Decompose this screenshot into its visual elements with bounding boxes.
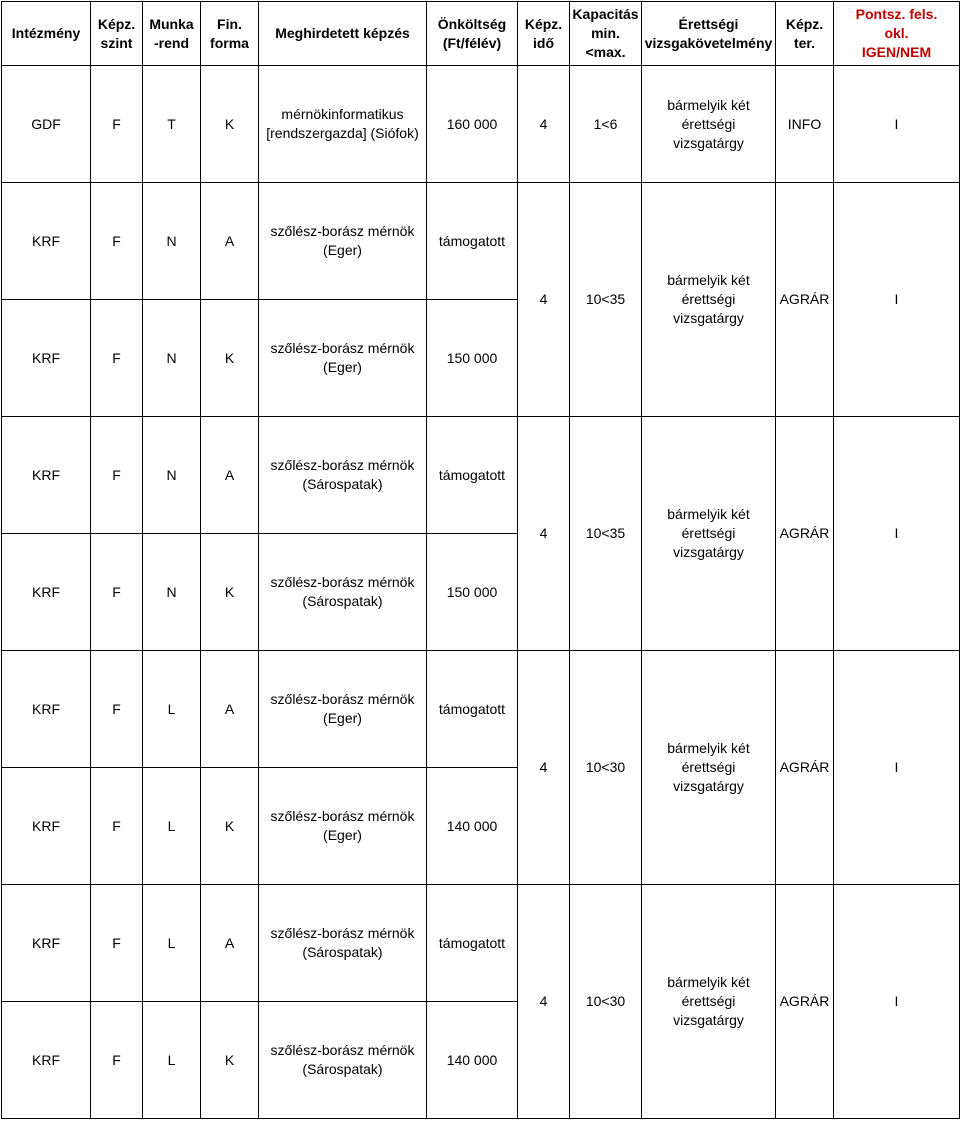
- cell-financing: K: [201, 768, 259, 885]
- cell-program: szőlész-borász mérnök (Sárospatak): [259, 885, 427, 1002]
- cell-financing: A: [201, 651, 259, 768]
- cell-points-degree: I: [834, 651, 960, 885]
- cell-level: F: [91, 651, 143, 768]
- cell-program: mérnökinformatikus [rendszergazda] (Siófok): [259, 66, 427, 183]
- cell-fee: támogatott: [427, 885, 518, 1002]
- cell-level: F: [91, 66, 143, 183]
- cell-institution: KRF: [2, 417, 91, 534]
- cell-duration: 4: [518, 885, 570, 1119]
- cell-work-mode: N: [143, 183, 201, 300]
- cell-exam-requirement: bármelyik két érettségi vizsgatárgy: [642, 417, 776, 651]
- cell-financing: A: [201, 417, 259, 534]
- cell-exam-requirement: bármelyik két érettségi vizsgatárgy: [642, 183, 776, 417]
- header-program: Meghirdetett képzés: [259, 2, 427, 66]
- cell-duration: 4: [518, 417, 570, 651]
- header-exam-requirement: Érettségi vizsgakövetelmény: [642, 2, 776, 66]
- cell-financing: K: [201, 300, 259, 417]
- cell-level: F: [91, 1002, 143, 1119]
- cell-points-degree: I: [834, 183, 960, 417]
- header-points-degree: Pontsz. fels. okl. IGEN/NEM: [834, 2, 960, 66]
- cell-program: szőlész-borász mérnök (Eger): [259, 300, 427, 417]
- cell-duration: 4: [518, 66, 570, 183]
- header-capacity: Kapacitás min.<max.: [570, 2, 642, 66]
- cell-duration: 4: [518, 183, 570, 417]
- cell-training-area: AGRÁR: [776, 417, 834, 651]
- cell-fee: 150 000: [427, 300, 518, 417]
- cell-financing: K: [201, 66, 259, 183]
- cell-fee: támogatott: [427, 417, 518, 534]
- cell-work-mode: L: [143, 651, 201, 768]
- cell-program: szőlész-borász mérnök (Sárospatak): [259, 417, 427, 534]
- cell-level: F: [91, 768, 143, 885]
- cell-institution: KRF: [2, 885, 91, 1002]
- table-row: [2, 183, 960, 300]
- cell-work-mode: L: [143, 1002, 201, 1119]
- cell-fee: 160 000: [427, 66, 518, 183]
- cell-points-degree: I: [834, 417, 960, 651]
- header-row: [2, 2, 960, 66]
- cell-points-degree: I: [834, 66, 960, 183]
- cell-fee: 150 000: [427, 534, 518, 651]
- cell-level: F: [91, 183, 143, 300]
- table-row: [2, 651, 960, 768]
- cell-capacity: 10<35: [570, 417, 642, 651]
- cell-level: F: [91, 300, 143, 417]
- cell-level: F: [91, 534, 143, 651]
- cell-work-mode: L: [143, 768, 201, 885]
- cell-financing: K: [201, 534, 259, 651]
- cell-points-degree: I: [834, 885, 960, 1119]
- header-financing: Fin. forma: [201, 2, 259, 66]
- admissions-table: [1, 1, 960, 1119]
- cell-program: szőlész-borász mérnök (Eger): [259, 651, 427, 768]
- cell-exam-requirement: bármelyik két érettségi vizsgatárgy: [642, 651, 776, 885]
- cell-training-area: AGRÁR: [776, 651, 834, 885]
- cell-work-mode: L: [143, 885, 201, 1002]
- table-row: [2, 885, 960, 1002]
- header-work-mode: Munka -rend: [143, 2, 201, 66]
- cell-financing: A: [201, 183, 259, 300]
- cell-work-mode: T: [143, 66, 201, 183]
- header-duration: Képz. idő: [518, 2, 570, 66]
- header-fee: Önköltség (Ft/félév): [427, 2, 518, 66]
- cell-institution: KRF: [2, 183, 91, 300]
- table-row: [2, 417, 960, 534]
- cell-institution: KRF: [2, 300, 91, 417]
- cell-institution: KRF: [2, 651, 91, 768]
- cell-level: F: [91, 417, 143, 534]
- cell-capacity: 10<30: [570, 885, 642, 1119]
- cell-institution: KRF: [2, 768, 91, 885]
- cell-capacity: 10<35: [570, 183, 642, 417]
- cell-program: szőlész-borász mérnök (Eger): [259, 183, 427, 300]
- cell-institution: KRF: [2, 1002, 91, 1119]
- cell-work-mode: N: [143, 534, 201, 651]
- cell-level: F: [91, 885, 143, 1002]
- cell-fee: támogatott: [427, 651, 518, 768]
- cell-program: szőlész-borász mérnök (Sárospatak): [259, 534, 427, 651]
- cell-institution: GDF: [2, 66, 91, 183]
- table-row: [2, 66, 960, 183]
- header-institution: Intézmény: [2, 2, 91, 66]
- cell-capacity: 1<6: [570, 66, 642, 183]
- cell-work-mode: N: [143, 417, 201, 534]
- cell-exam-requirement: bármelyik két érettségi vizsgatárgy: [642, 885, 776, 1119]
- cell-fee: 140 000: [427, 1002, 518, 1119]
- cell-training-area: AGRÁR: [776, 885, 834, 1119]
- cell-duration: 4: [518, 651, 570, 885]
- cell-financing: A: [201, 885, 259, 1002]
- cell-training-area: INFO: [776, 66, 834, 183]
- cell-program: szőlész-borász mérnök (Sárospatak): [259, 1002, 427, 1119]
- cell-fee: támogatott: [427, 183, 518, 300]
- header-level: Képz. szint: [91, 2, 143, 66]
- cell-capacity: 10<30: [570, 651, 642, 885]
- cell-program: szőlész-borász mérnök (Eger): [259, 768, 427, 885]
- cell-fee: 140 000: [427, 768, 518, 885]
- cell-training-area: AGRÁR: [776, 183, 834, 417]
- header-training-area: Képz. ter.: [776, 2, 834, 66]
- cell-work-mode: N: [143, 300, 201, 417]
- cell-financing: K: [201, 1002, 259, 1119]
- cell-institution: KRF: [2, 534, 91, 651]
- cell-exam-requirement: bármelyik két érettségi vizsgatárgy: [642, 66, 776, 183]
